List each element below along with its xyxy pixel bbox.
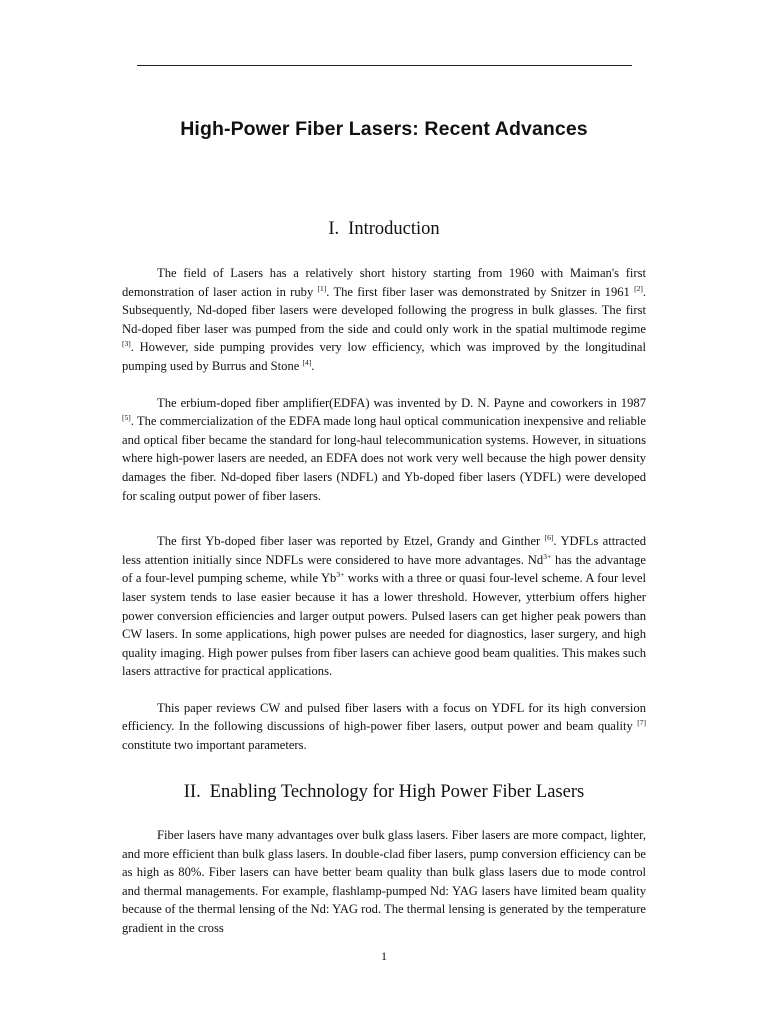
text-run: . The commercialization of the EDFA made long haul optical communication inexpensive and reliable and optical fiber became the standard for long-haul telecommunication systems. However, in situations where high-power lasers are needed, an EDFA does not work very well because the high power density damages the fiber. Nd-doped fiber lasers (NDFL) and Yb-doped fiber lasers (YDFL) were developed for scaling output power of fiber lasers. bbox=[122, 414, 646, 503]
section-heading-enabling-technology bbox=[0, 782, 768, 803]
section-title: Enabling Technology for High Power Fiber Lasers bbox=[209, 782, 585, 802]
paragraph-history bbox=[122, 264, 646, 376]
paragraph-advantages bbox=[122, 826, 646, 938]
ion-charge: 3+ bbox=[543, 551, 552, 561]
enabling-technology-body bbox=[122, 826, 646, 938]
text-run: constitute two important parameters. bbox=[122, 738, 307, 753]
section-number: I. bbox=[328, 219, 340, 239]
citation: [3] bbox=[122, 339, 131, 349]
text-run: works with a three or quasi four-level scheme. A four level laser system tends to lase easier because it has a lower threshold. However, ytterbium offers higher power conversion efficiencies and larger output powers. Pulsed lasers can get higher peak powers than CW lasers. In some applications, high power pulses are needed for diagnostics, laser surgery, and high quality imaging. High power pulses from fiber lasers can achieve good beam qualities. This makes such lasers attractive for practical applications. bbox=[122, 571, 646, 679]
paragraph-edfa bbox=[122, 394, 646, 506]
text-run: . However, side pumping provides very low efficiency, which was improved by the longitudinal pumping used by Burrus and Stone bbox=[122, 340, 646, 373]
section-title: Introduction bbox=[348, 219, 440, 239]
citation: [2] bbox=[634, 283, 643, 293]
text-run: has the advantage of a four-level pumping scheme, while Yb bbox=[122, 552, 646, 586]
citation: [7] bbox=[637, 718, 646, 728]
text-run: The first Yb-doped fiber laser was reported by Etzel, Grandy and Ginther bbox=[157, 534, 545, 549]
header-rule bbox=[137, 65, 632, 66]
text-run: . Subsequently, Nd-doped fiber lasers were developed following the progress in bulk glasses. The first Nd-doped fiber laser was pumped from the side and could only work in the spatial multimode regime bbox=[122, 284, 647, 336]
paragraph-review-scope bbox=[122, 699, 646, 755]
text-run: . YDFLs attracted less attention initially since NDFLs were considered to have more advantages. Nd bbox=[122, 534, 646, 567]
section-number: II. bbox=[183, 782, 201, 802]
text-run: Fiber lasers have many advantages over bulk glass lasers. Fiber lasers are more compact, lighter, and more efficient than bulk glass lasers. In double-clad fiber lasers, pump conversion efficiency can be as high as 80%. Fiber lasers can have better beam quality than bulk glass lasers due to mode control and thermal managements. For example, flashlamp-pumped Nd: YAG lasers have limited beam quality because of the thermal lensing of the Nd: YAG rod. The thermal lensing is generated by the temperature gradient in the cross bbox=[122, 828, 646, 935]
citation: [5] bbox=[122, 413, 131, 423]
section-heading-introduction bbox=[0, 219, 768, 240]
citation: [1] bbox=[317, 283, 327, 293]
text-run: The erbium-doped fiber amplifier(EDFA) was invented by D. N. Payne and coworkers in 1987 bbox=[157, 395, 646, 410]
paper-title: High-Power Fiber Lasers: Recent Advances bbox=[180, 118, 588, 140]
introduction-body bbox=[122, 264, 646, 755]
text-run: The field of Lasers has a relatively short history starting from 1960 with Maiman's first demonstration of laser action in ruby bbox=[122, 266, 646, 299]
text-run: . The first fiber laser was demonstrated by Snitzer in 1961 bbox=[326, 284, 635, 299]
citation: [4] bbox=[302, 357, 312, 367]
ion-charge: 3+ bbox=[336, 570, 345, 580]
citation: [6] bbox=[544, 533, 554, 543]
paragraph-ydfl bbox=[122, 532, 646, 681]
text-run: . bbox=[311, 358, 315, 373]
page-number: 1 bbox=[381, 949, 387, 963]
text-run: This paper reviews CW and pulsed fiber lasers with a focus on YDFL for its high conversion efficiency. In the following discussions of high-power fiber lasers, output power and beam quality bbox=[122, 700, 646, 734]
